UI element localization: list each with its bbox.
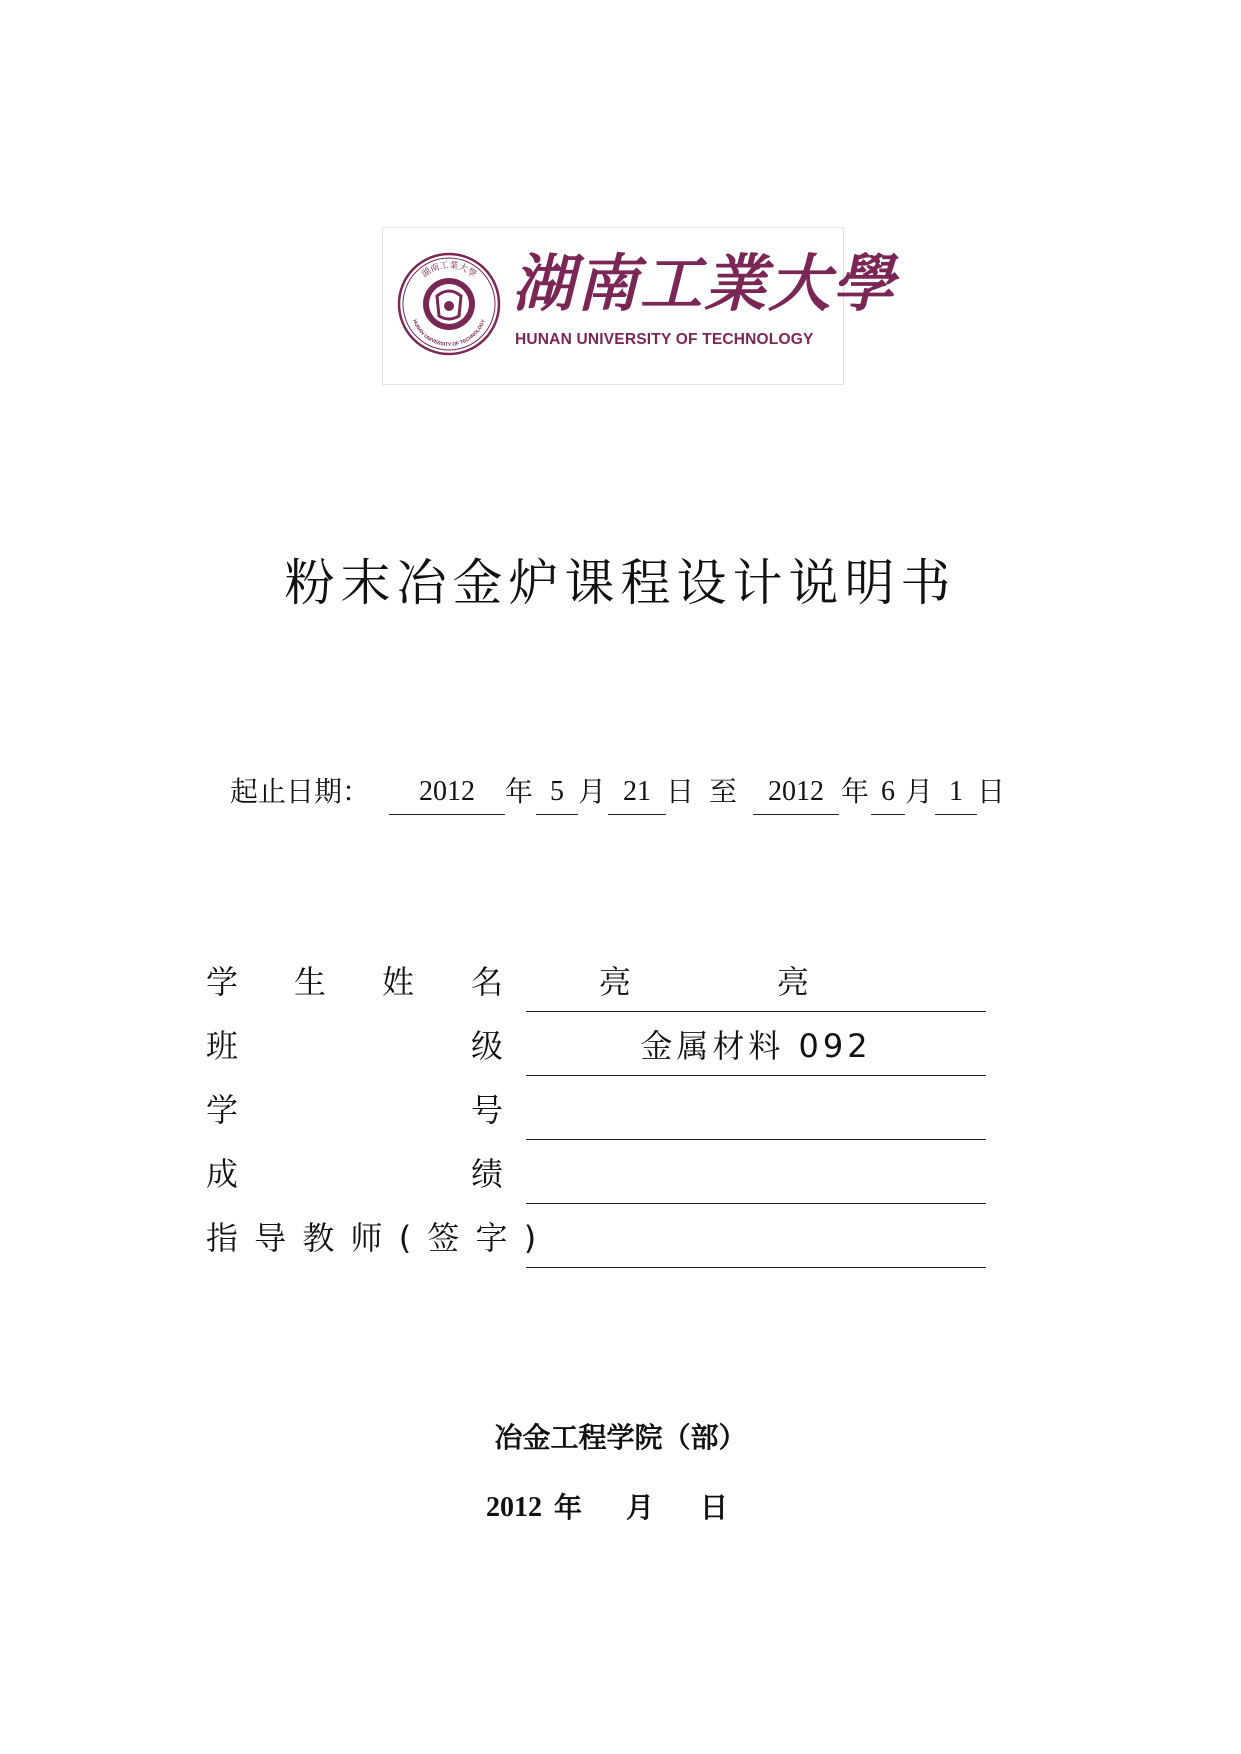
student-id-field-line bbox=[526, 1079, 986, 1140]
end-year-unit: 年 bbox=[841, 775, 870, 808]
end-month-unit: 月 bbox=[905, 775, 934, 808]
university-name-cn: 湖南工業大學 bbox=[512, 247, 897, 320]
university-name-en: HUNAN UNIVERSITY OF TECHNOLOGY bbox=[515, 331, 814, 348]
student-name-label-char: 学 bbox=[206, 963, 239, 1001]
grade-row bbox=[206, 1144, 986, 1204]
svg-text:HUNAN UNIVERSITY OF TECHNOLOGY: HUNAN UNIVERSITY OF TECHNOLOGY bbox=[411, 318, 487, 349]
student-name-value-char: 亮 bbox=[777, 963, 810, 1001]
footer-date bbox=[0, 1486, 1241, 1530]
footer-day-unit: 日 bbox=[700, 1491, 729, 1524]
class-label-char: 级 bbox=[471, 1027, 504, 1065]
class-value: 金属材料 092 bbox=[640, 1027, 872, 1065]
end-day: 1 bbox=[935, 770, 977, 815]
student-name-label-char: 姓 bbox=[382, 963, 415, 1001]
end-year: 2012 bbox=[753, 770, 839, 815]
footer-year: 2012 bbox=[486, 1492, 542, 1523]
end-month: 6 bbox=[871, 770, 905, 815]
footer-year-unit: 年 bbox=[554, 1491, 583, 1524]
end-day-unit: 日 bbox=[977, 775, 1006, 808]
grade-field-line bbox=[526, 1143, 986, 1204]
student-name-label-char: 名 bbox=[471, 963, 504, 1001]
date-range-line bbox=[0, 770, 1241, 820]
university-logo bbox=[382, 227, 897, 385]
grade-label-char: 成 bbox=[206, 1155, 239, 1193]
advisor-signature-line bbox=[526, 1207, 986, 1268]
footer-month-unit: 月 bbox=[626, 1491, 655, 1524]
student-id-label-char: 号 bbox=[471, 1091, 504, 1129]
start-day: 21 bbox=[608, 770, 666, 815]
grade-label-char: 绩 bbox=[471, 1155, 504, 1193]
document-title: 粉末冶金炉课程设计说明书 bbox=[284, 554, 957, 612]
student-name-label-char: 生 bbox=[294, 963, 327, 1001]
advisor-label: 指 导 教 师 ( 签 字 ) bbox=[206, 1219, 540, 1257]
student-id-label-char: 学 bbox=[206, 1091, 239, 1129]
class-label-char: 班 bbox=[206, 1027, 239, 1065]
student-name-field-line bbox=[526, 951, 986, 1012]
svg-text:湖南工業大學: 湖南工業大學 bbox=[420, 260, 478, 280]
start-day-unit: 日 bbox=[666, 775, 695, 808]
start-month: 5 bbox=[536, 770, 578, 815]
college-name: 冶金工程学院（部） bbox=[494, 1421, 747, 1454]
start-year: 2012 bbox=[389, 770, 505, 815]
university-seal-icon bbox=[397, 252, 501, 356]
date-range-to: 至 bbox=[709, 775, 738, 808]
date-range-label: 起止日期： bbox=[230, 775, 371, 808]
start-month-unit: 月 bbox=[578, 775, 607, 808]
student-id-row bbox=[206, 1080, 986, 1140]
student-name-value-char: 亮 bbox=[599, 963, 632, 1001]
start-year-unit: 年 bbox=[505, 775, 534, 808]
class-row bbox=[206, 1016, 986, 1076]
advisor-row bbox=[206, 1208, 986, 1268]
student-name-row bbox=[206, 952, 986, 1012]
